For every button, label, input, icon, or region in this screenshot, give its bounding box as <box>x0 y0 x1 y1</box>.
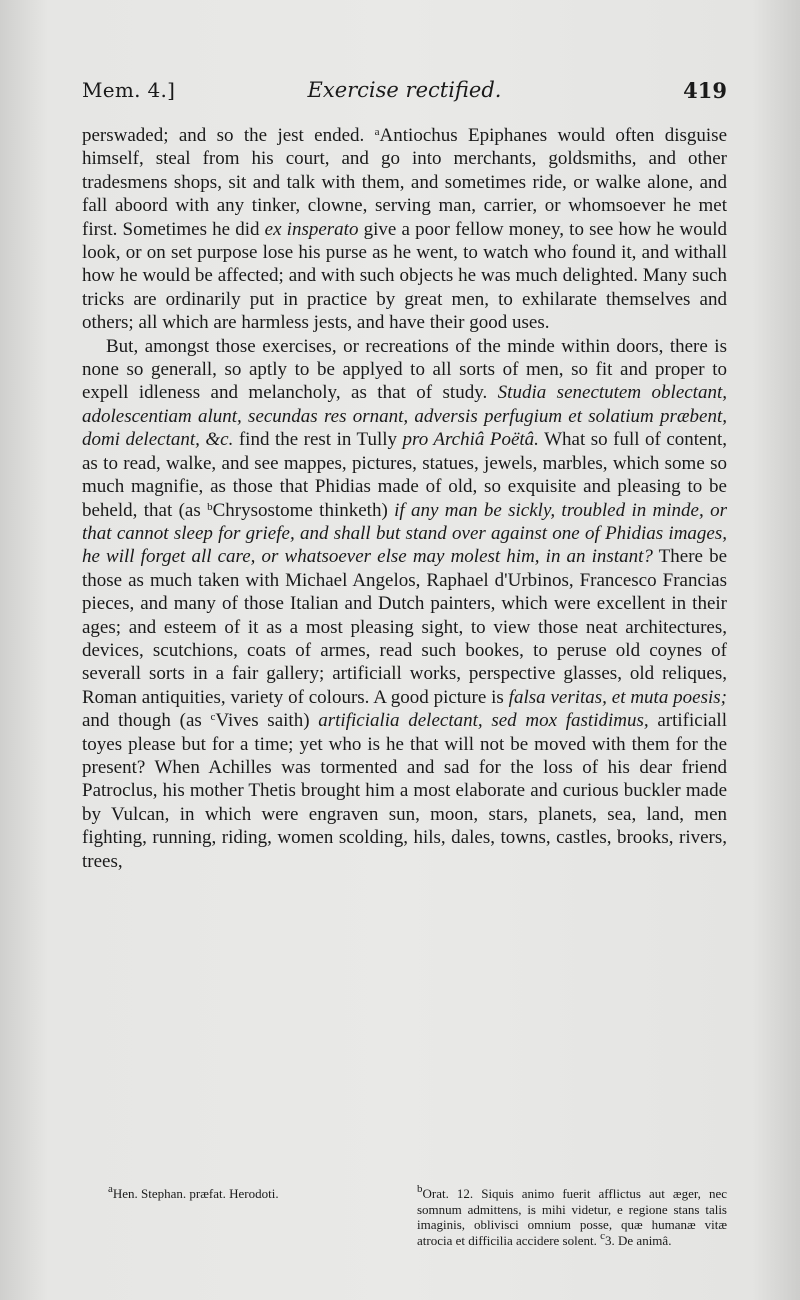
p1-text-2: Antiochus Epiphanes would often disguise himself, steal from his court, and go into merchants, goldsmiths, and other tradesmens shops, sit and talk with them, and sometimes ride, or walke alone, and fall aboord with any tinker, clowne, serving man, carrier, or whomsoever he met first. Sometimes he did <box>82 125 728 240</box>
footnote-b-text: Orat. 12. Siquis animo fuerit afflictus aut æger, nec somnum admittens, is mihi videtur, e regione stans talis imaginis, oblivisci omnium posse, quæ humanæ vitæ atrocia et difficilia accidere solent. <box>417 1186 727 1248</box>
page-number: 419 <box>683 78 727 103</box>
p2-italic-4: falsa veritas, et muta poesis; <box>508 686 727 708</box>
p2-text-3: What so full of content, as to read, walke, and see mappes, pictures, statues, jewels, marbles, which some so much magnifie, as those that Phidias made of old, so exquisite and pleasing to be beheld, that (as <box>82 429 727 521</box>
p2-italic-3: if any man be sickly, troubled in minde, or that cannot sleep for griefe, and shall but stand over against one of Phidias images, he will forget all care, or whatsoever else may molest him, in an instant? <box>82 499 727 568</box>
body-text <box>82 124 727 873</box>
p1-italic-1: ex insperato <box>264 218 359 240</box>
running-title: Exercise rectified. <box>307 78 502 102</box>
footnote-a-text: Hen. Stephan. præfat. Herodoti. <box>112 1186 279 1201</box>
p2-text-4: Chrysostome thinketh) <box>212 499 395 521</box>
footnote-c-mark: c <box>600 1229 606 1242</box>
running-header <box>82 78 727 108</box>
p1-text-3: give a poor fellow money, to see how he would look, or on set purpose lose his purse as he went, to watch who found it, and withall how he would be affected; and with such objects he was much delighted. Many such tricks are ordinarily put in practice by great men, to exhilarate themselves and others; all which are harmless jests, and have their good uses. <box>82 218 727 334</box>
footnote-marker-c: c <box>210 711 216 724</box>
footnote-b <box>417 1183 727 1248</box>
footnote-c-text: 3. De animâ. <box>605 1232 672 1248</box>
section-reference: Mem. 4.] <box>82 78 176 102</box>
p2-text-1: But, amongst those exercises, or recreations of the minde within doors, there is none so generall, so aptly to be applyed to all sorts of men, so fit and proper to expell idleness and melancholy, as that of study. <box>82 335 727 404</box>
footnote-row <box>82 1183 727 1248</box>
p2-text-6: and though (as <box>82 710 211 732</box>
footnote-marker-a: a <box>374 126 380 138</box>
footnote-a-mark: a <box>108 1183 113 1195</box>
paragraph-1 <box>82 124 727 335</box>
footnote-a <box>82 1183 417 1248</box>
p2-text-8: artificiall toyes please but for a time; yet who is he that will not be moved with them for the present? When Achilles was tormented and sad for the loss of his dear friend Patroclus, his mother Thetis brought him a most elaborate and curious buckler made by Vulcan, in which were engraven sun, moon, stars, planets, sea, land, men fighting, running, riding, women scolding, hils, dales, towns, castles, brooks, rivers, trees, <box>82 710 727 872</box>
p2-italic-1: Studia senectutem oblectant, adolescentiam alunt, secundas res ornant, adversis perfugium et solatium præbent, domi delectant, &c. <box>82 382 727 451</box>
p2-text-7: Vives saith) <box>215 710 319 732</box>
footnote-b-mark: b <box>417 1183 423 1195</box>
p2-italic-5: artificialia delectant, sed mox fastidimus, <box>318 710 649 732</box>
p2-text-2: find the rest in Tully <box>233 429 403 451</box>
footnote-marker-b: b <box>207 500 213 513</box>
p2-italic-2: pro Archiâ Poëtâ. <box>402 429 539 451</box>
footnotes <box>82 1183 727 1248</box>
p2-text-5: There be those as much taken with Michael Angelos, Raphael d'Urbinos, Francesco Francias pieces, and many of those Italian and Dutch painters, which were excellent in their ages; and esteem of it as a most pleasing sight, to view those neat architectures, devices, scutchions, coats of armes, read such bookes, to peruse old coynes of severall sorts in a fair gallery; artificiall works, perspective glasses, old reliques, Roman antiquities, variety of colours. A good picture is <box>82 546 727 708</box>
paragraph-2 <box>82 335 727 873</box>
p1-text-1: perswaded; and so the jest ended. <box>82 125 375 146</box>
